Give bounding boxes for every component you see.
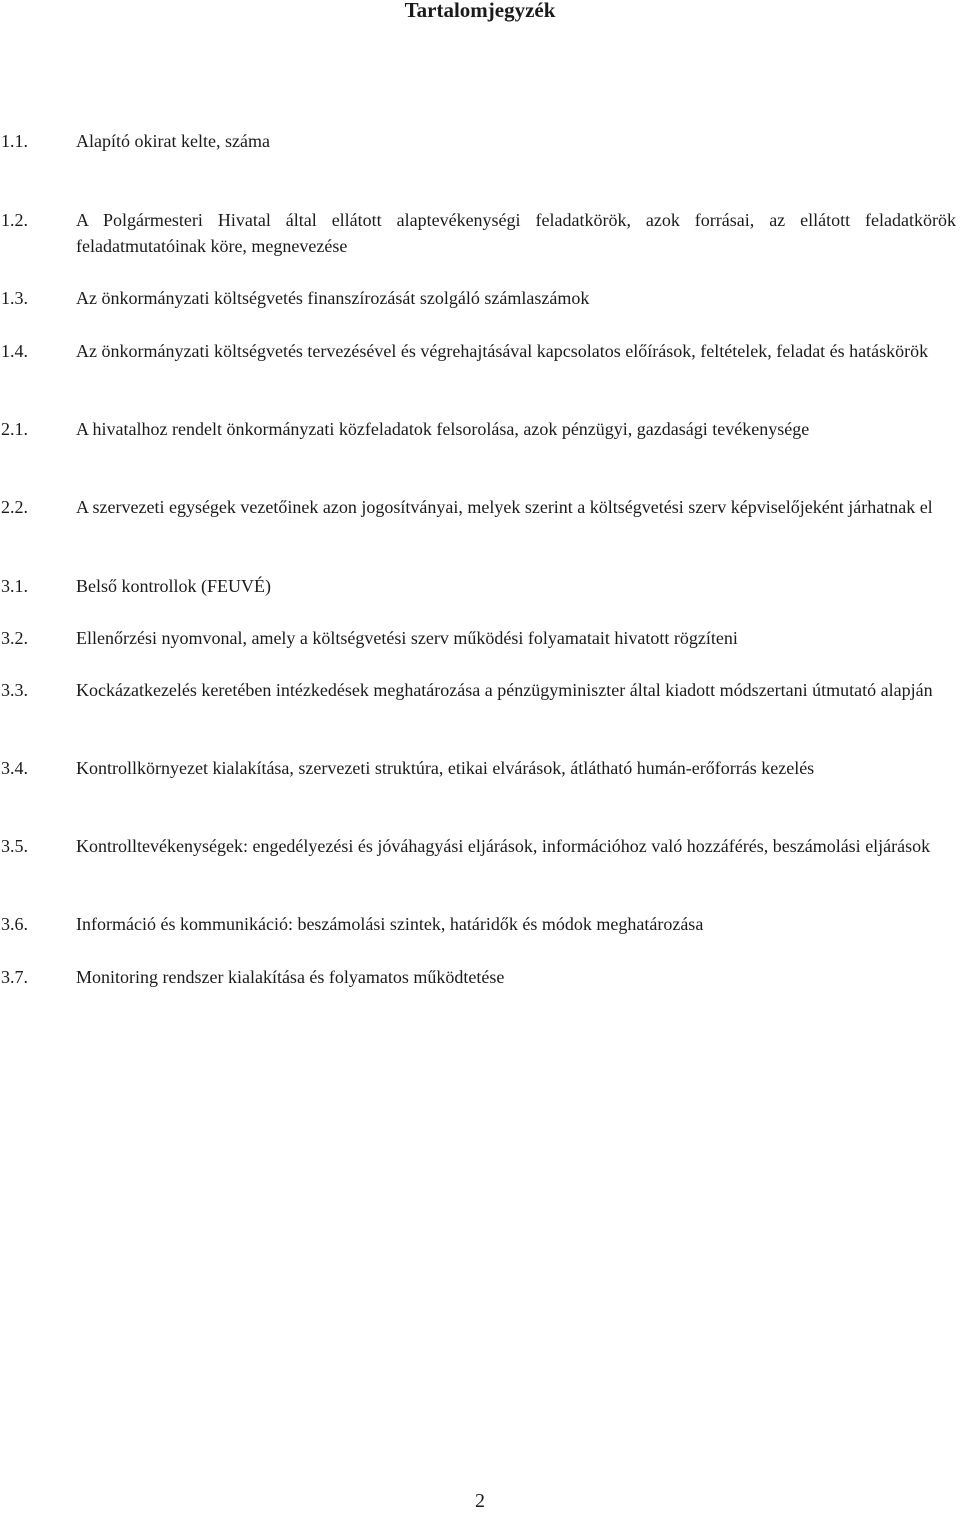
page-title: Tartalomjegyzék <box>404 0 556 22</box>
toc-number: 1.4. <box>1 341 28 361</box>
toc-number: 1.2. <box>1 210 28 230</box>
toc-number: 2.1. <box>1 419 28 439</box>
toc-text: Az önkormányzati költségvetés tervezésével és végrehajtásával kapcsolatos előírások, feltételek, feladat és hatáskörök <box>76 341 929 361</box>
toc-number: 3.1. <box>1 576 28 596</box>
toc-number: 3.6. <box>1 914 28 934</box>
toc-text: Monitoring rendszer kialakítása és folyamatos működtetése <box>76 967 505 987</box>
toc-text: Belső kontrollok (FEUVÉ) <box>76 576 271 596</box>
toc-text: Az önkormányzati költségvetés finanszírozását szolgáló számlaszámok <box>76 288 590 308</box>
toc-text: A szervezeti egységek vezetőinek azon jogosítványai, melyek szerint a költségvetési szerv képviselőjeként járhatnak el <box>76 497 933 517</box>
toc-number: 2.2. <box>1 497 28 517</box>
toc-text: A Polgármesteri Hivatal által ellátott alaptevékenységi feladatkörök, azok forrásai, az ellátott feladatkörök feladatmutatóinak köre, megnevezése <box>76 210 956 256</box>
toc-text: Információ és kommunikáció: beszámolási szintek, határidők és módok meghatározása <box>76 914 704 934</box>
toc-number: 3.5. <box>1 836 28 856</box>
page-number: 2 <box>475 1490 485 1512</box>
toc-text: Alapító okirat kelte, száma <box>76 131 270 151</box>
toc-number: 1.1. <box>1 131 28 151</box>
toc-number: 3.3. <box>1 680 28 700</box>
toc-text: Kontrolltevékenységek: engedélyezési és jóváhagyási eljárások, információhoz való hozzáférés, beszámolási eljárások <box>76 836 931 856</box>
toc-number: 1.3. <box>1 288 28 308</box>
toc-number: 3.2. <box>1 628 28 648</box>
toc-text: Kockázatkezelés keretében intézkedések meghatározása a pénzügyminiszter által kiadott módszertani útmutató alapján <box>76 680 933 700</box>
toc-number: 3.7. <box>1 967 28 987</box>
toc-text: A hivatalhoz rendelt önkormányzati közfeladatok felsorolása, azok pénzügyi, gazdasági tevékenysége <box>76 419 810 439</box>
toc-text: Ellenőrzési nyomvonal, amely a költségvetési szerv működési folyamatait hivatott rögzíteni <box>76 628 738 648</box>
toc-text: Kontrollkörnyezet kialakítása, szervezeti struktúra, etikai elvárások, átlátható humán-erőforrás kezelés <box>76 758 815 778</box>
toc-number: 3.4. <box>1 758 28 778</box>
